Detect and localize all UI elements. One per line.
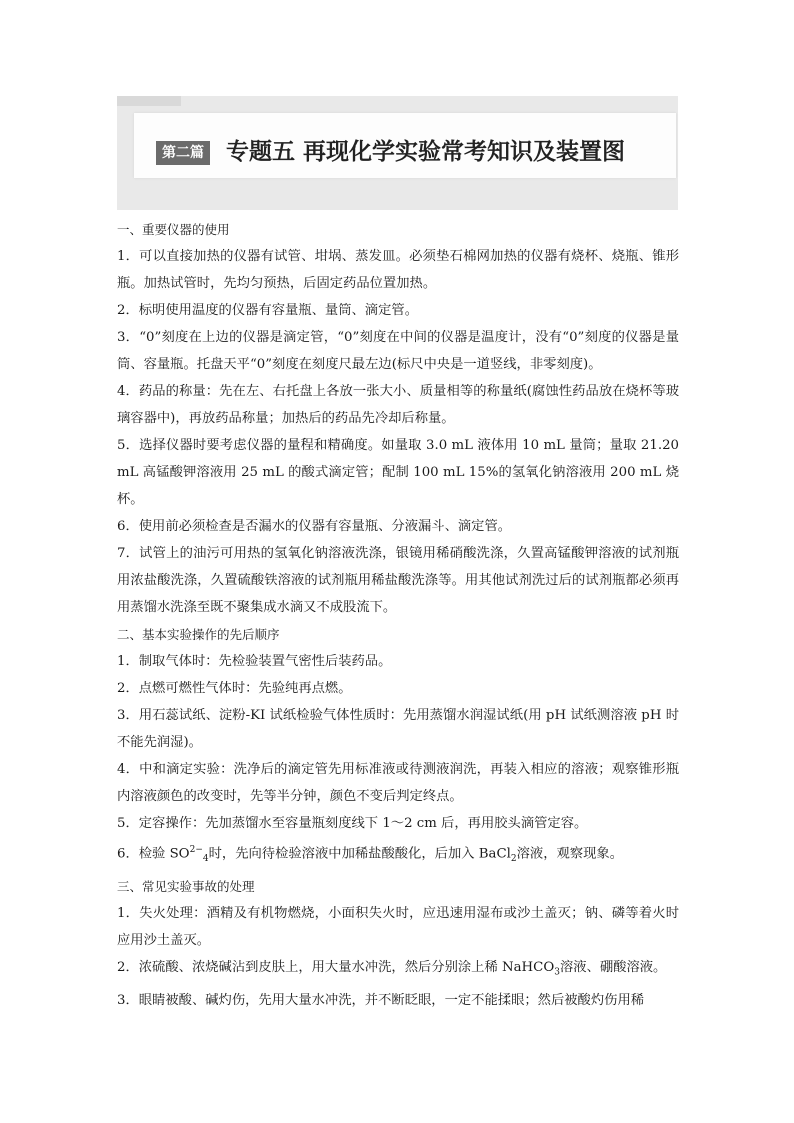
paragraph: 3．用石蕊试纸、淀粉-KI 试纸检验气体性质时：先用蒸馏水润湿试纸(用 pH 试纸测溶液 pH 时不能先润湿)。 (117, 708, 679, 750)
document-body (117, 216, 679, 1014)
paragraph: 6．使用前必须检查是否漏水的仪器有容量瓶、分液漏斗、滴定管。 (117, 519, 512, 534)
section-heading: 二、基本实验操作的先后顺序 (117, 627, 280, 642)
page-title: 专题五 再现化学实验常考知识及装置图 (226, 139, 626, 165)
paragraph: 2．标明使用温度的仪器有容量瓶、量筒、滴定管。 (117, 303, 418, 318)
paragraph-skin-burn: 2．浓硫酸、浓烧碱沾到皮肤上，用大量水冲洗，然后分别涂上稀 NaHCO$_3$溶液、硼酸溶液。 (117, 960, 667, 978)
banner-tab-decoration (117, 96, 181, 106)
paragraph: 4．药品的称量：先在左、右托盘上各放一张大小、质量相等的称量纸(腐蚀性药品放在烧杯等玻璃容器中)，再放药品称量；加热后的药品先冷却后称量。 (117, 384, 679, 426)
part-tag: 第二篇 (156, 141, 210, 165)
paragraph: 4．中和滴定实验：洗净后的滴定管先用标准液或待测液润洗，再装入相应的溶液；观察锥形瓶内溶液颜色的改变时，先等半分钟，颜色不变后判定终点。 (117, 762, 679, 804)
paragraph: 7．试管上的油污可用热的氢氧化钠溶液洗涤，银镜用稀硝酸洗涤，久置高锰酸钾溶液的试剂瓶用浓盐酸洗涤，久置硫酸铁溶液的试剂瓶用稀盐酸洗涤等。用其他试剂洗过后的试剂瓶都必须再用蒸馏水洗涤至既不聚集成水滴又不成股流下。 (117, 546, 679, 615)
section-heading: 三、常见实验事故的处理 (117, 879, 255, 895)
paragraph: 1．可以直接加热的仪器有试管、坩埚、蒸发皿。必须垫石棉网加热的仪器有烧杯、烧瓶、锥形瓶。加热试管时，先均匀预热，后固定药品位置加热。 (117, 249, 679, 291)
section-heading: 一、重要仪器的使用 (117, 222, 230, 237)
paragraph: 1．失火处理：酒精及有机物燃烧，小面积失火时，应迅速用湿布或沙土盖灭；钠、磷等着火时应用沙土盖灭。 (117, 906, 679, 949)
paragraph-sulfate-test: 6．检验 $SO^{2-}_4$时，先向待检验溶液中加稀盐酸酸化，后加入 BaCl$_2$溶液，观察现象。 (117, 845, 624, 865)
paragraph: 1．制取气体时：先检验装置气密性后装药品。 (117, 654, 392, 669)
paragraph: 5．选择仪器时要考虑仪器的量程和精确度。如量取 3.0 mL 液体用 10 mL 量筒；量取 21.20 mL 高锰酸钾溶液用 25 mL 的酸式滴定管；配制 100 mL 15%的氢氧化钠溶液用 200 mL 烧杯。 (117, 438, 679, 507)
paragraph: 2．点燃可燃性气体时：先验纯再点燃。 (117, 681, 352, 696)
paragraph: 5．定容操作：先加蒸馏水至容量瓶刻度线下 1～2 cm 后，再用胶头滴管定容。 (117, 816, 588, 831)
paragraph: 3．眼睛被酸、碱灼伤，先用大量水冲洗，并不断眨眼，一定不能揉眼；然后被酸灼伤用稀 (117, 992, 645, 1008)
paragraph: 3．“0”刻度在上边的仪器是滴定管，“0”刻度在中间的仪器是温度计，没有“0”刻度的仪器是量筒、容量瓶。托盘天平“0”刻度在刻度尺最左边(标尺中央是一道竖线，非零刻度)。 (117, 330, 679, 372)
